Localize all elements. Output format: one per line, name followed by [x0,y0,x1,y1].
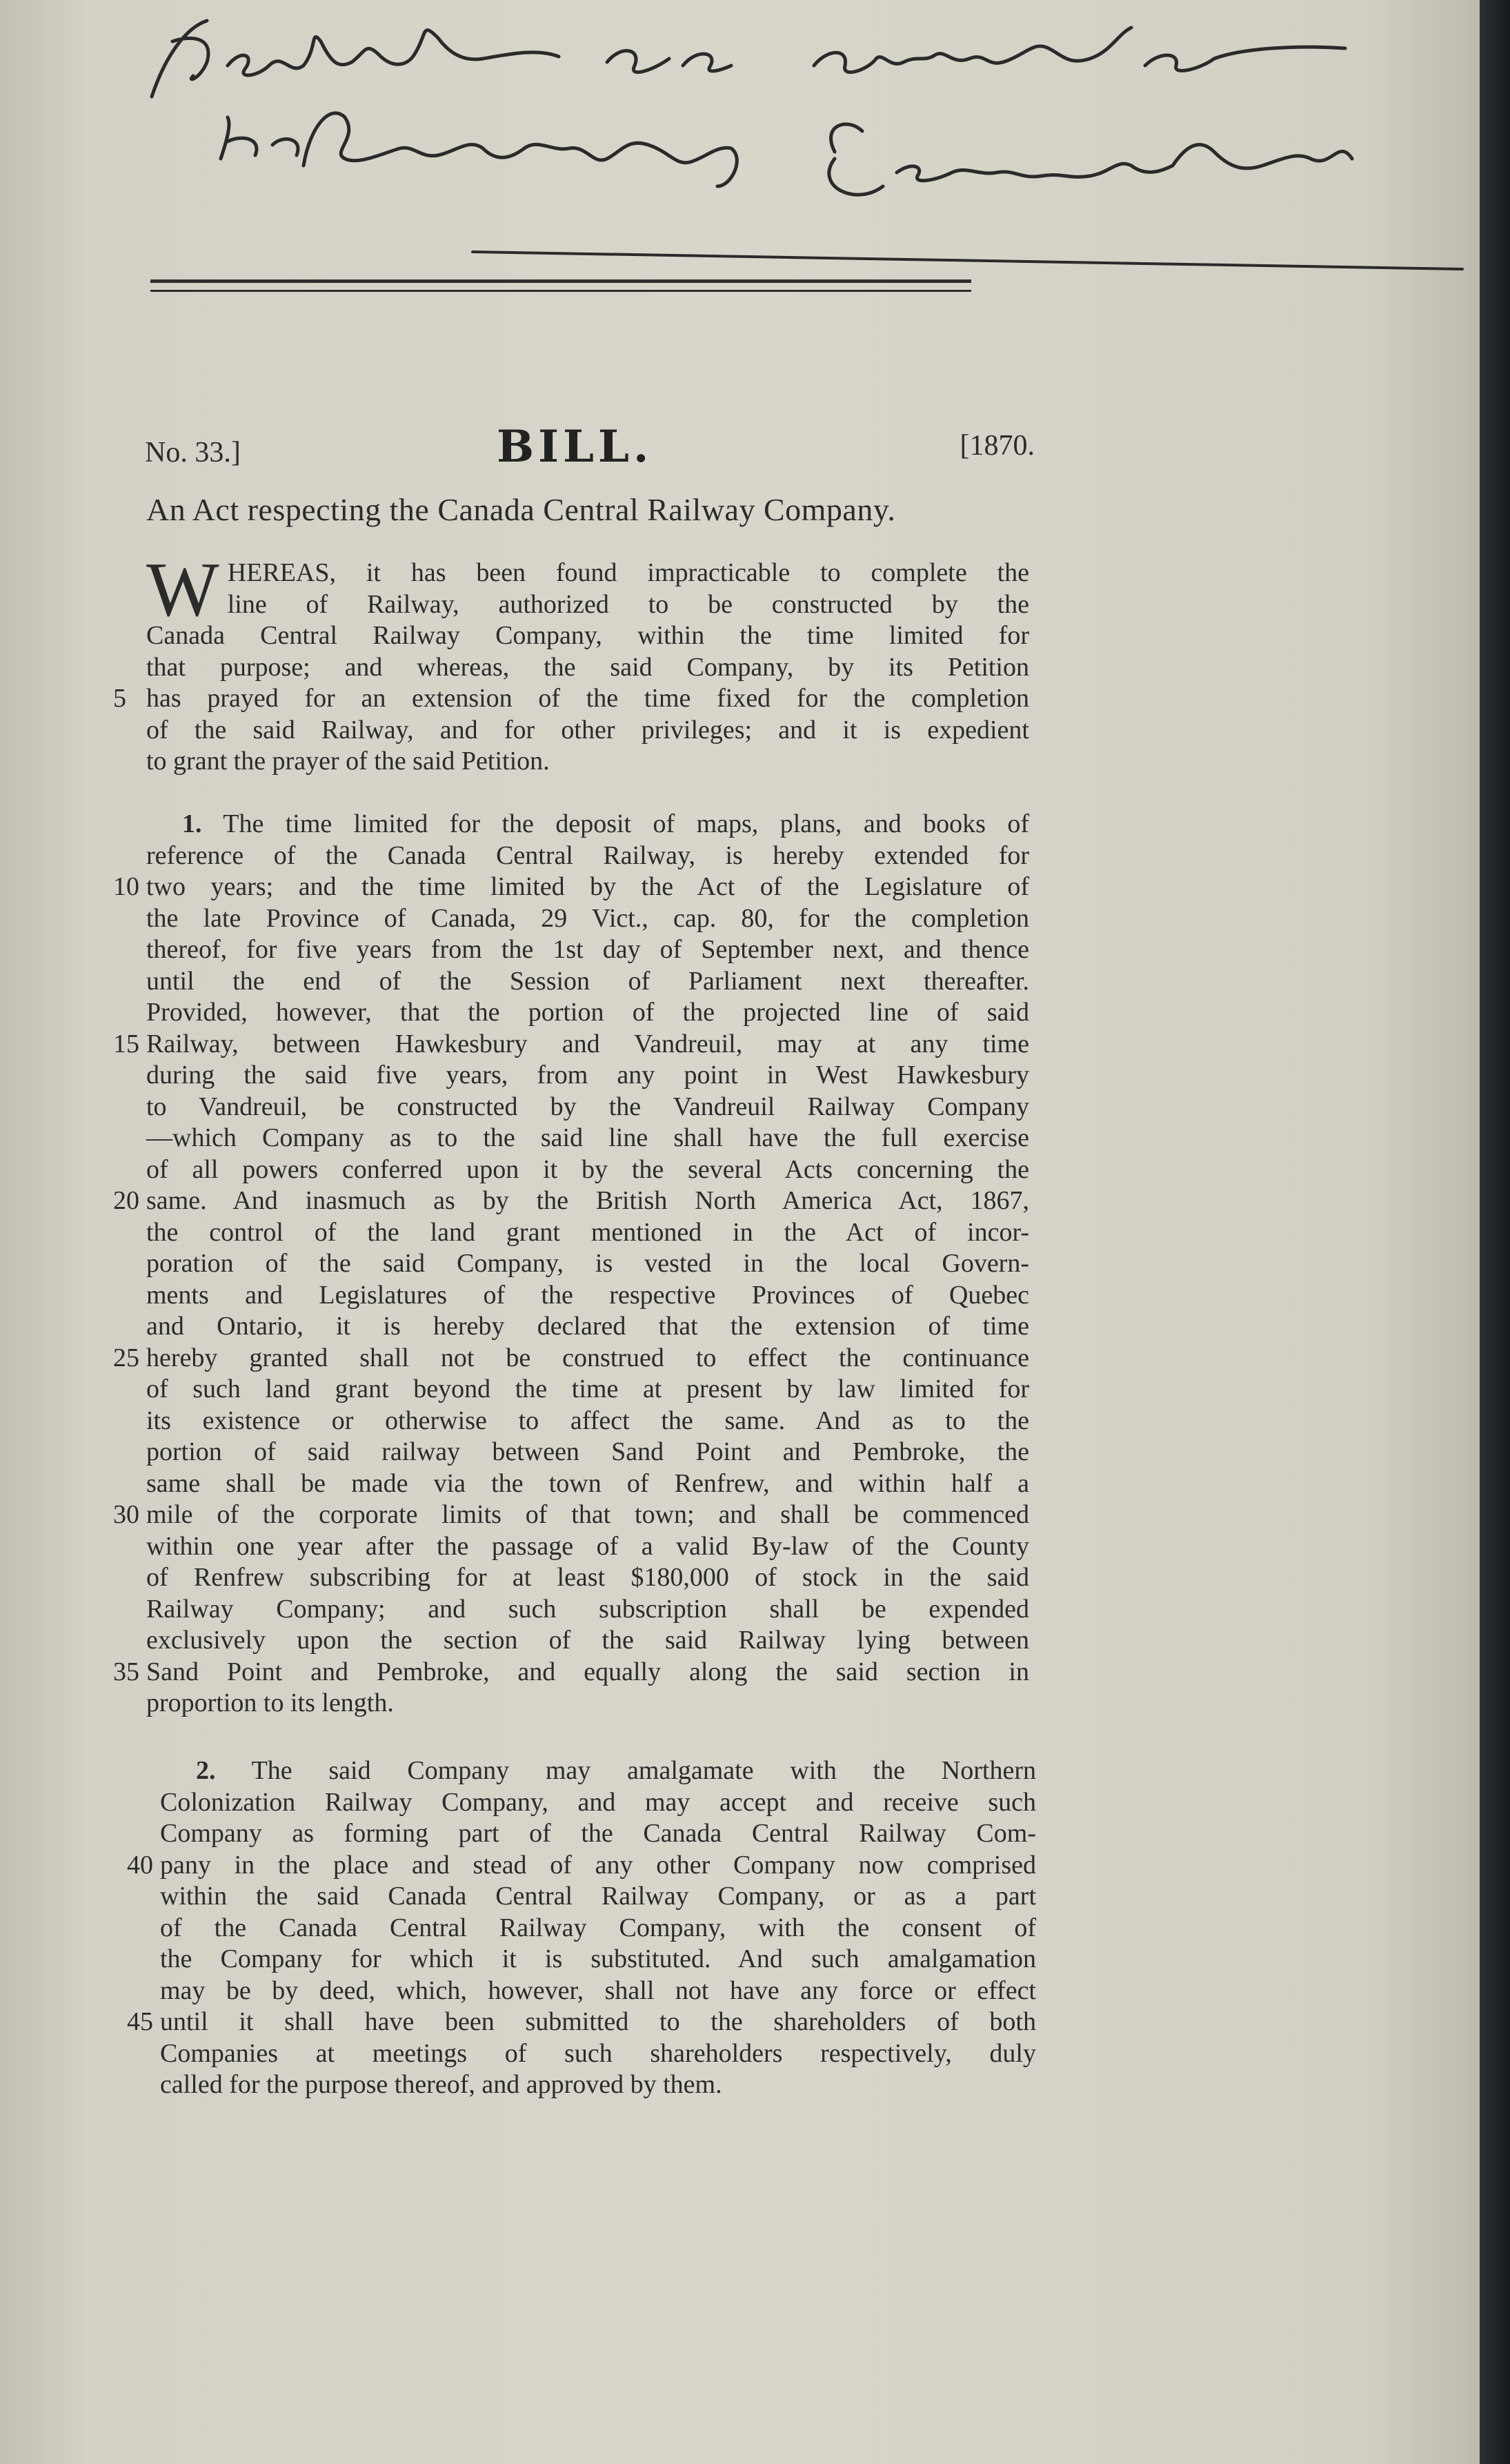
line-number: 10 [113,872,139,901]
section-line: —which Company as to the said line shall have the full exercise [146,1123,1029,1152]
section-line: called for the purpose thereof, and approved by them. [160,2070,722,2099]
section-line: the control of the land grant mentioned in the Act of incor- [146,1217,1029,1247]
line-number: 35 [113,1657,139,1686]
preamble-line: 5 has prayed for an extension of the time fixed for the completion [146,683,1029,715]
drop-cap: W [146,547,219,633]
scan-edge-shadow [1480,0,1510,2464]
section-line: the Company for which it is substituted. And such amalgamation [160,1944,1036,1973]
section-line: until the end of the Session of Parliament next thereafter. [146,966,1029,996]
bill-year: [1870. [960,430,1035,462]
line-number: 40 [127,1850,153,1880]
preamble-line: to grant the prayer of the said Petition. [146,747,550,776]
handwritten-annotation [124,0,1469,290]
act-title: An Act respecting the Canada Central Railway Company. [146,492,896,527]
section-2 [127,1755,1036,2101]
line-number: 30 [113,1500,139,1529]
section-line: of the Canada Central Railway Company, with the consent of [160,1913,1036,1942]
section-line: same shall be made via the town of Renfrew, and within half a [146,1468,1029,1498]
section-line: 2. The said Company may amalgamate with the Northern [196,1756,1036,1785]
bill-number: No. 33.] [145,437,241,469]
handwriting-underline [473,252,1462,269]
section-line: of Renfrew subscribing for at least $180,000 of stock in the said [146,1563,1029,1592]
section-line: proportion to its length. [146,1688,394,1717]
section-1 [113,809,1029,1719]
section-number: 2. [196,1756,216,1785]
preamble-line: HEREAS, it has been found impracticable to complete the [227,558,1029,587]
section-line: Railway Company; and such subscription shall be expended [146,1594,1029,1624]
preamble-line: Canada Central Railway Company, within the time limited for [146,621,1029,650]
section-line: 45 until it shall have been submitted to the shareholders of both [160,2007,1036,2038]
line-number: 5 [113,684,126,713]
section-line: thereof, for five years from the 1st day of September next, and thence [146,935,1029,964]
section-line: and Ontario, it is hereby declared that the extension of time [146,1312,1029,1341]
preamble-line: of the said Railway, and for other privileges; and it is expedient [146,715,1029,745]
bill-header [145,421,1035,476]
section-line: within one year after the passage of a valid By-law of the County [146,1531,1029,1561]
line-number: 15 [113,1029,139,1058]
section-line: ments and Legislatures of the respective Provinces of Quebec [146,1280,1029,1310]
section-line: may be by deed, which, however, shall not have any force or effect [160,1975,1036,2005]
section-line: 40 pany in the place and stead of any other Company now comprised [160,1850,1036,1882]
handwriting-line-2 [221,113,1352,195]
section-line: 35 Sand Point and Pembroke, and equally along the said section in [146,1657,1029,1688]
section-line: during the said five years, from any point in West Hawkesbury [146,1061,1029,1090]
bill-title: BILL. [497,421,653,473]
section-line: Company as forming part of the Canada Central Railway Com- [160,1819,1036,1848]
line-number: 45 [127,2007,153,2036]
section-line: Colonization Railway Company, and may accept and receive such [160,1787,1036,1817]
handwriting-line-1 [152,21,1345,97]
section-line: of all powers conferred upon it by the several Acts concerning the [146,1154,1029,1184]
section-line: reference of the Canada Central Railway, is hereby extended for [146,840,1029,870]
section-line: its existence or otherwise to affect the same. And as to the [146,1406,1029,1435]
section-line: exclusively upon the section of the said Railway lying between [146,1626,1029,1655]
section-number: 1. [182,809,202,838]
preamble-line: line of Railway, authorized to be constructed by the [227,589,1029,619]
section-line: Provided, however, that the portion of the projected line of said [146,998,1029,1027]
double-rule-top [150,279,971,283]
preamble-line: that purpose; and whereas, the said Company, by its Petition [146,652,1029,682]
section-line: 30 mile of the corporate limits of that town; and shall be commenced [146,1499,1029,1531]
section-line: Companies at meetings of such shareholders respectively, duly [160,2038,1036,2068]
section-line: 20 same. And inasmuch as by the British North America Act, 1867, [146,1185,1029,1217]
line-number: 20 [113,1186,139,1215]
section-line: portion of said railway between Sand Point and Pembroke, the [146,1437,1029,1466]
section-line: to Vandreuil, be constructed by the Vandreuil Railway Company [146,1092,1029,1121]
section-line: 15 Railway, between Hawkesbury and Vandreuil, may at any time [146,1029,1029,1061]
section-line: of such land grant beyond the time at present by law limited for [146,1374,1029,1403]
section-line: 1. The time limited for the deposit of maps, plans, and books of [182,809,1029,838]
section-line: the late Province of Canada, 29 Vict., cap. 80, for the completion [146,903,1029,933]
section-line: 10 two years; and the time limited by the Act of the Legislature of [146,871,1029,903]
section-line: 25 hereby granted shall not be construed to effect the continuance [146,1343,1029,1374]
preamble [113,547,1029,778]
line-number: 25 [113,1343,139,1372]
section-line: within the said Canada Central Railway Company, or as a part [160,1882,1036,1911]
section-line: poration of the said Company, is vested in the local Govern- [146,1249,1029,1278]
double-rule-bottom [150,290,971,292]
